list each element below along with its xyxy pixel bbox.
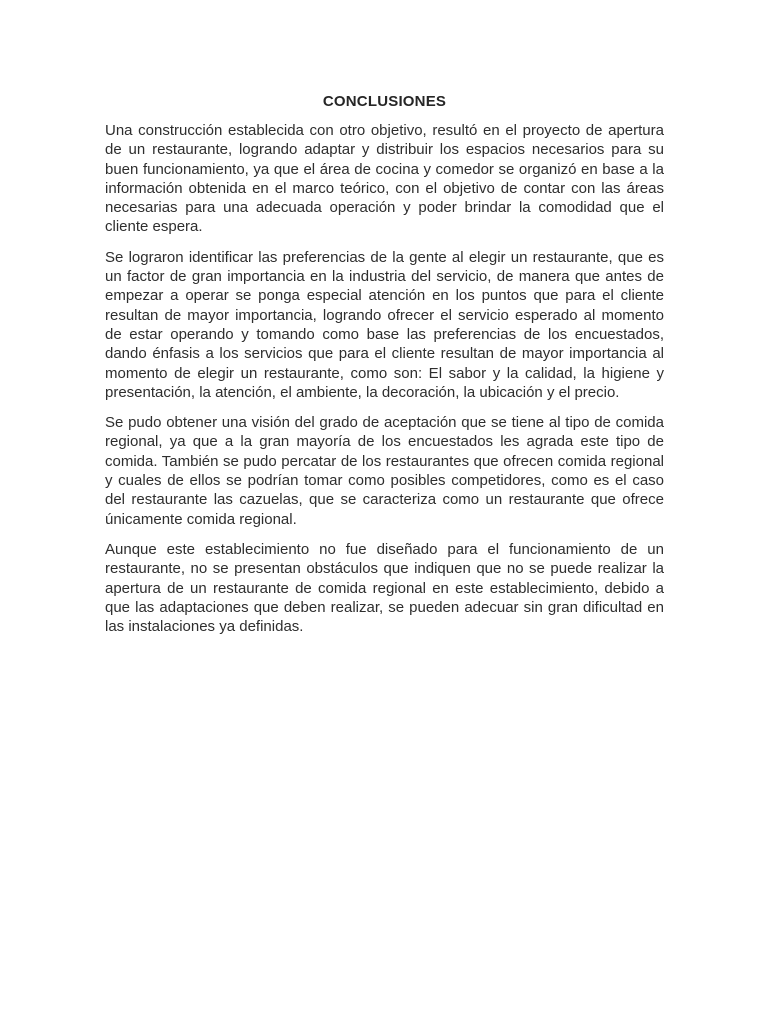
paragraph-1: Una construcción establecida con otro objetivo, resultó en el proyecto de apertura de un restaurante, logrando adaptar y distribuir los espacios necesarios para su buen funcionamiento, ya que el área de cocina y comedor se organizó en base a la información obtenida en el marco teórico, con el objetivo de contar con las áreas necesarias para una adecuada operación y poder brindar la comodidad que el cliente espera. (105, 122, 664, 236)
page-title: CONCLUSIONES (322, 93, 447, 110)
paragraph-3: Se pudo obtener una visión del grado de aceptación que se tiene al tipo de comida regional, ya que a la gran mayoría de los encuestados les agrada este tipo de comida. También se pudo percatar de los restaurantes que ofrecen comida regional y cuales de ellos se podrían tomar como posibles competidores, como es el caso del restaurante las cazuelas, que se caracteriza como un restaurante que ofrece únicamente comida regional. (105, 414, 664, 528)
paragraph-4: Aunque este establecimiento no fue diseñado para el funcionamiento de un restaurante, no se presentan obstáculos que indiquen que no se puede realizar la apertura de un restaurante de comida regional en este establecimiento, debido a que las adaptaciones que deben realizar, se pueden adecuar sin gran dificultad en las instalaciones ya definidas. (105, 540, 664, 636)
paragraph-2: Se lograron identificar las preferencias de la gente al elegir un restaurante, que es un factor de gran importancia en la industria del servicio, de manera que antes de empezar a operar se ponga especial atención en los puntos que para el cliente resultan de mayor importancia, logrando ofrecer el servicio esperado al momento de estar operando y tomando como base las preferencias de los encuestados, dando énfasis a los servicios que para el cliente resultan de mayor importancia al momento de elegir un restaurante, como son: El sabor y la calidad, la higiene y presentación, la atención, el ambiente, la decoración, la ubicación y el precio. (105, 248, 664, 401)
